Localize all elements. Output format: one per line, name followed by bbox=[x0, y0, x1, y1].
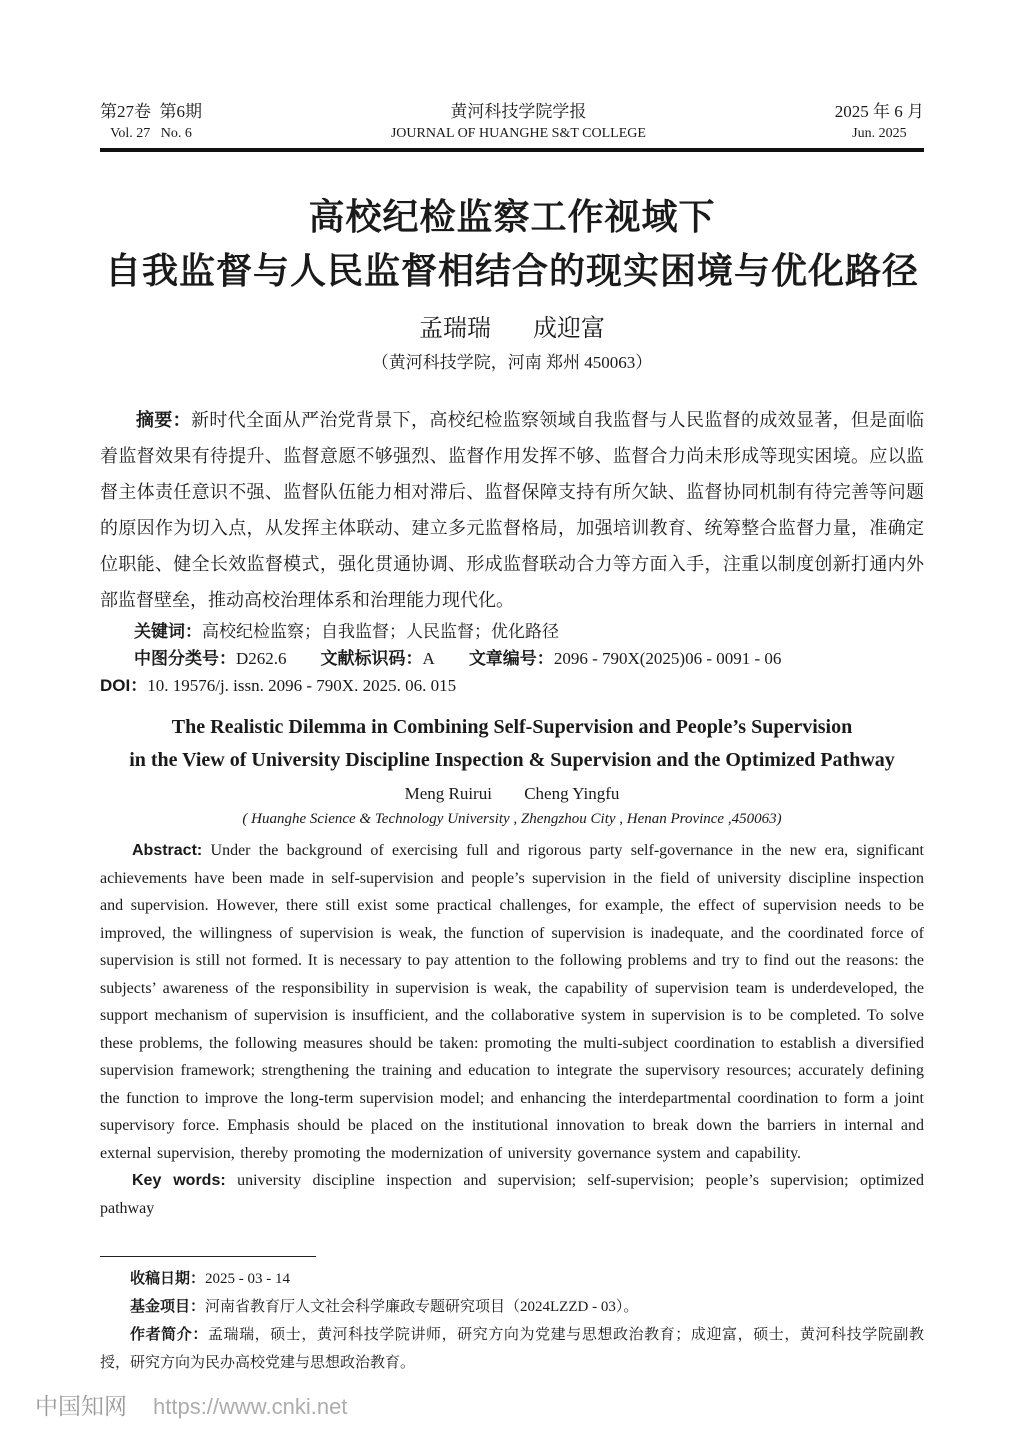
doi-label: DOI： bbox=[100, 676, 148, 695]
cnki-brand: 中国知网 bbox=[35, 1393, 127, 1419]
journal-name-zh: 黄河科技学院学报 bbox=[450, 102, 587, 121]
header-issue bbox=[100, 100, 202, 144]
header-journal-name bbox=[391, 100, 646, 144]
header-divider bbox=[100, 148, 924, 152]
abstract-zh-label: 摘要： bbox=[136, 410, 191, 430]
article-title-en-line1: The Realistic Dilemma in Combining Self-Supervision and People’s Supervision bbox=[171, 716, 853, 738]
authors-zh bbox=[100, 312, 924, 346]
authors-en bbox=[100, 780, 924, 807]
received-date-line bbox=[100, 1265, 924, 1293]
date-zh: 2025 年 6 月 bbox=[834, 102, 924, 121]
doc-code-value: A bbox=[422, 649, 435, 668]
footnote-divider bbox=[100, 1256, 316, 1257]
keywords-zh bbox=[100, 618, 924, 645]
abstract-zh bbox=[100, 402, 924, 618]
article-title-zh-line2: 自我监督与人民监督相结合的现实困境与优化路径 bbox=[104, 250, 919, 291]
abstract-zh-text: 新时代全面从严治党背景下，高校纪检监察领域自我监督与人民监督的成效显著，但是面临着监督效果有待提升、监督意愿不够强烈、监督作用发挥不够、监督合力尚未形成等现实困境。应以监督主体责任意识不强、监督队伍能力相对滞后、监督保障支持有所欠缺、监督协同机制有待完善等问题的原因作为切入点，从发挥主体联动、建立多元监督格局，加强培训教育、统筹整合监督力量，准确定位职能、健全长效监督模式，强化贯通协调、形成监督联动合力等方面入手，注重以制度创新打通内外部监督壁垒，推动高校治理体系和治理能力现代化。 bbox=[100, 410, 924, 610]
classification-line bbox=[100, 645, 924, 672]
author-bio-label: 作者简介： bbox=[130, 1326, 208, 1343]
article-title-en-line2: in the View of University Discipline Inspection & Supervision and the Optimized Pathway bbox=[129, 749, 895, 771]
abstract-en bbox=[100, 837, 924, 1167]
keywords-en bbox=[100, 1167, 924, 1222]
article-title-zh-line1: 高校纪检监察工作视域下 bbox=[308, 196, 716, 237]
journal-header bbox=[100, 100, 924, 144]
affiliation-en: ( Huanghe Science & Technology University , Zhengzhou City , Henan Province ,450063) bbox=[242, 811, 782, 827]
received-date-value: 2025 - 03 - 14 bbox=[205, 1271, 291, 1287]
article-id-label: 文章编号： bbox=[468, 649, 554, 668]
doc-code-label: 文献标识码： bbox=[320, 649, 423, 668]
abstract-en-text: Under the background of exercising full and rigorous party self-governance in the new era, significant achievements have been made in self-supervision and people’s supervision in the field of university discipline inspection and supervision. However, there still exist some practical challenges, for example, the effect of supervision needs to be improved, the willingness of supervision is weak, the function of supervision is inadequate, and the coordinated force of supervision is still not formed. It is necessary to pay attention to the following problems and try to find out the reasons: the subjects’ awareness of the responsibility in supervision is weak, the capability of supervision team is underdeveloped, the support mechanism of supervision is insufficient, and the collaborative system in supervision is to be completed. To solve these problems, the following measures should be taken: promoting the multi-subject coordination to establish a diversified supervision framework; strengthening the training and education to integrate the supervisory resources; accurately defining the function to improve the long-term supervision model; and enhancing the interdepartmental coordination to form a joint supervisory force. Emphasis should be placed on the institutional innovation to break down the barriers in internal and external supervision, thereby promoting the modernization of university governance system and capability. bbox=[100, 842, 924, 1162]
footnote-block bbox=[100, 1265, 924, 1377]
date-en: Jun. 2025 bbox=[852, 126, 907, 141]
article-id-group bbox=[469, 649, 782, 668]
fund-project-label: 基金项目： bbox=[130, 1298, 206, 1315]
cnki-footer bbox=[35, 1388, 347, 1421]
fund-project-line bbox=[100, 1293, 924, 1321]
author-bio-line bbox=[100, 1321, 924, 1377]
journal-name-en: JOURNAL OF HUANGHE S&T COLLEGE bbox=[390, 126, 646, 141]
issue-zh: 第27卷 第6期 bbox=[100, 102, 202, 121]
fund-project-value: 河南省教育厅人文社会科学廉政专题研究项目（2024LZZD - 03）。 bbox=[205, 1299, 639, 1315]
article-title-zh bbox=[100, 190, 924, 298]
issue-en: Vol. 27 No. 6 bbox=[110, 126, 192, 141]
abstract-en-label: Abstract: bbox=[132, 842, 203, 859]
author-bio-value: 孟瑞瑞，硕士，黄河科技学院讲师，研究方向为党建与思想政治教育；成迎富，硕士，黄河科技学院副教授，研究方向为民办高校党建与思想政治教育。 bbox=[100, 1327, 924, 1371]
keywords-en-text: university discipline inspection and supervision; self-supervision; people’s supervision; optimized pathway bbox=[100, 1172, 924, 1217]
article-id-value: 2096 - 790X(2025)06 - 0091 - 06 bbox=[553, 649, 782, 668]
received-date-label: 收稿日期： bbox=[130, 1270, 206, 1287]
author-zh-1: 孟瑞瑞 bbox=[419, 316, 491, 342]
doi-line bbox=[100, 672, 924, 699]
clc-value: D262.6 bbox=[236, 649, 287, 668]
author-en-1: Meng Ruirui bbox=[404, 784, 492, 803]
author-en-2: Cheng Yingfu bbox=[524, 784, 620, 803]
header-date bbox=[835, 100, 924, 144]
clc-label: 中图分类号： bbox=[134, 649, 236, 668]
cnki-url: https://www.cnki.net bbox=[153, 1394, 348, 1419]
clc-group bbox=[134, 649, 287, 668]
keywords-zh-label: 关键词： bbox=[134, 622, 202, 641]
affiliation-zh: （黄河科技学院，河南 郑州 450063） bbox=[371, 353, 653, 372]
doi-value: 10. 19576/j. issn. 2096 - 790X. 2025. 06. 015 bbox=[147, 676, 457, 695]
author-zh-2: 成迎富 bbox=[533, 316, 605, 342]
keywords-zh-text: 高校纪检监察；自我监督；人民监督；优化路径 bbox=[202, 622, 559, 641]
keywords-en-label: Key words: bbox=[132, 1172, 226, 1189]
doc-code-group bbox=[321, 649, 435, 668]
article-title-en bbox=[100, 711, 924, 777]
